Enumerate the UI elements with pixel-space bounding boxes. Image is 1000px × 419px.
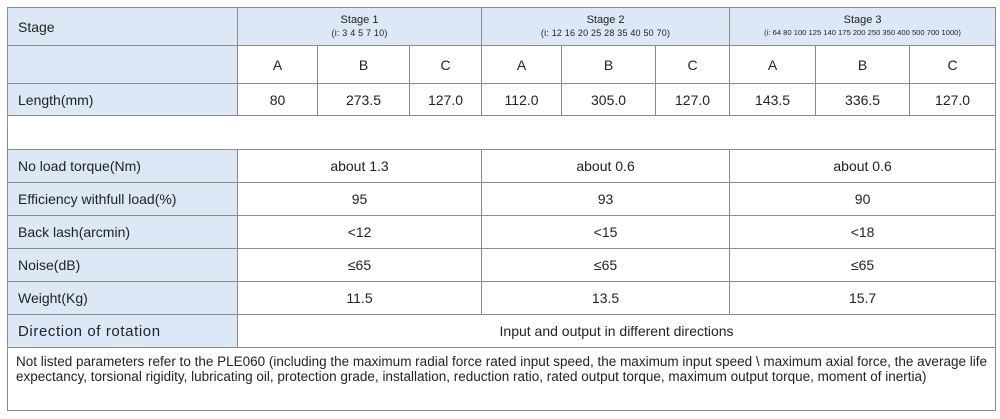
spec-table: [7, 7, 996, 411]
spec-row: [8, 183, 996, 216]
dim-header-cell: B: [562, 46, 656, 84]
spec-label: Noise(dB): [8, 249, 238, 282]
length-value: 143.5: [730, 84, 816, 116]
spec-row: [8, 249, 996, 282]
spec-label: Efficiency withfull load(%): [8, 183, 238, 216]
dimension-header-blank: [8, 46, 238, 84]
spec-row: [8, 216, 996, 249]
dim-header-cell: C: [656, 46, 730, 84]
length-value: 80: [238, 84, 318, 116]
spec-value: <15: [482, 216, 730, 249]
spec-value: about 1.3: [238, 150, 482, 183]
stage-2-header: [482, 8, 730, 46]
stage-3-header: [730, 8, 996, 46]
spec-value: ≤65: [238, 249, 482, 282]
stage-2-title: Stage 2: [586, 14, 625, 26]
direction-row: [8, 315, 996, 348]
dim-header-cell: A: [238, 46, 318, 84]
direction-label: Direction of rotation: [8, 315, 238, 348]
spec-value: <18: [730, 216, 996, 249]
dim-header-cell: B: [816, 46, 910, 84]
length-label: Length(mm): [8, 84, 238, 116]
length-value: 127.0: [656, 84, 730, 116]
dim-header-cell: A: [730, 46, 816, 84]
stage-label: Stage: [8, 8, 238, 46]
dim-header-cell: C: [410, 46, 482, 84]
spec-value: about 0.6: [730, 150, 996, 183]
stage-2-ratios: (i: 12 16 20 25 28 35 40 50 70): [540, 28, 671, 38]
length-value: 127.0: [910, 84, 996, 116]
note-row: [8, 348, 996, 411]
length-row: [8, 84, 996, 116]
length-value: 305.0: [562, 84, 656, 116]
stage-3-title: Stage 3: [843, 14, 882, 26]
length-value: 273.5: [318, 84, 410, 116]
spec-row: [8, 282, 996, 315]
length-value: 336.5: [816, 84, 910, 116]
stage-header-row: [8, 8, 996, 46]
spacer-cell: [8, 116, 996, 150]
stage-1-header: [238, 8, 482, 46]
spec-value: about 0.6: [482, 150, 730, 183]
spec-row: [8, 150, 996, 183]
spec-label: No load torque(Nm): [8, 150, 238, 183]
stage-1-ratios: (i: 3 4 5 7 10): [331, 28, 388, 38]
spec-value: ≤65: [482, 249, 730, 282]
spec-value: ≤65: [730, 249, 996, 282]
direction-value: Input and output in different directions: [238, 315, 996, 348]
dimension-header-row: [8, 46, 996, 84]
spec-value: 93: [482, 183, 730, 216]
spec-table-container: [7, 7, 995, 416]
spec-value: 90: [730, 183, 996, 216]
stage-1-title: Stage 1: [340, 14, 379, 26]
spec-value: 15.7: [730, 282, 996, 315]
spec-value: 95: [238, 183, 482, 216]
length-value: 127.0: [410, 84, 482, 116]
dim-header-cell: B: [318, 46, 410, 84]
spec-value: 11.5: [238, 282, 482, 315]
spec-value: <12: [238, 216, 482, 249]
spacer-row: [8, 116, 996, 150]
stage-3-ratios: (i: 64 80 100 125 140 175 200 250 350 400 500 700 1000): [764, 28, 961, 37]
note-text: Not listed parameters refer to the PLE060 (including the maximum radial force rated input speed, the maximum input speed \ maximum axial force, the average life expectancy, torsional rigidity, lubricating oil, protection grade, installation, reduction ratio, rated output torque, maximum output torque, moment of inertia): [8, 348, 996, 411]
length-value: 112.0: [482, 84, 562, 116]
spec-label: Weight(Kg): [8, 282, 238, 315]
dim-header-cell: A: [482, 46, 562, 84]
spec-label: Back lash(arcmin): [8, 216, 238, 249]
dim-header-cell: C: [910, 46, 996, 84]
spec-value: 13.5: [482, 282, 730, 315]
